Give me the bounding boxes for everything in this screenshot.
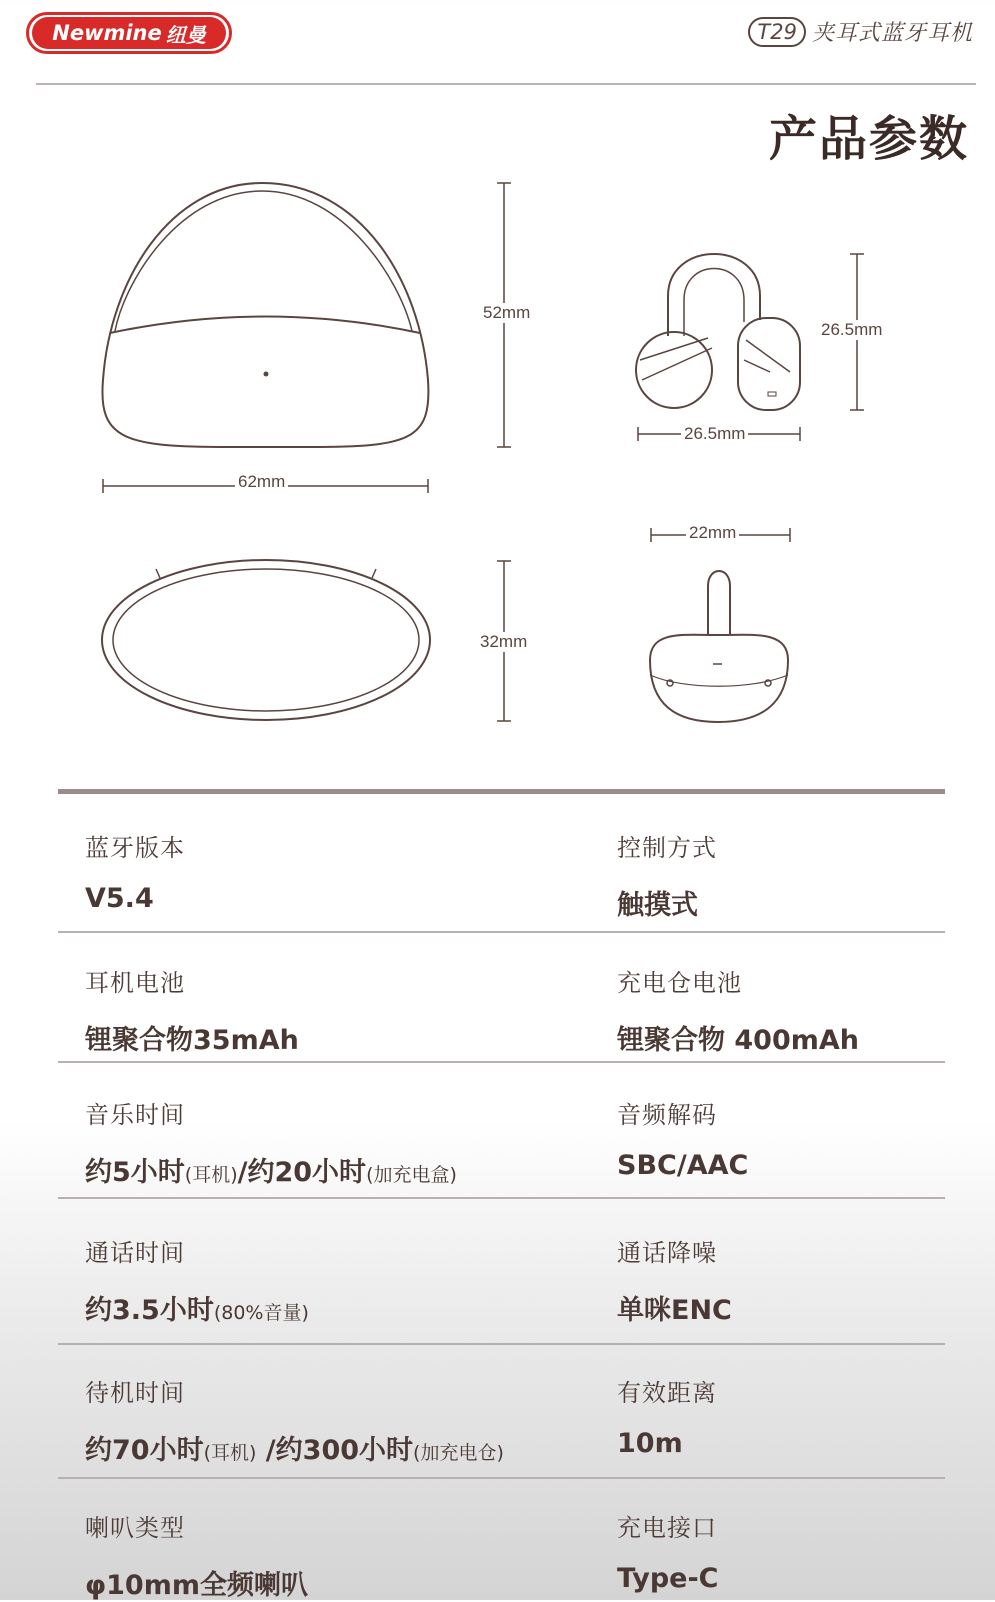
spec-case-battery: 充电仓电池 锂聚合物 400mAh — [617, 969, 860, 1056]
case-depth-label: 32mm — [477, 632, 530, 652]
spec-table-top-rule — [58, 789, 945, 794]
case-front-drawing — [102, 183, 428, 447]
spec-bluetooth-version: 蓝牙版本 V5.4 — [85, 834, 185, 914]
row-divider — [58, 1197, 945, 1199]
spec-speaker-type: 喇叭类型 φ10mm全频喇叭 — [85, 1514, 308, 1601]
spec-standby-time: 待机时间 约70小时(耳机) /约300小时(加充电仓) — [85, 1379, 504, 1466]
model-badge: T29 — [748, 17, 806, 47]
case-height-label: 52mm — [480, 303, 533, 323]
spec-call-noise-reduction: 通话降噪 单咪ENC — [617, 1239, 732, 1326]
row-divider — [58, 1477, 945, 1479]
spec-audio-codec: 音频解码 SBC/AAC — [617, 1101, 749, 1181]
product-dimension-diagrams — [0, 0, 995, 780]
earbud-side-drawing — [636, 254, 800, 410]
spec-effective-range: 有效距离 10m — [617, 1379, 717, 1459]
case-width-label: 62mm — [235, 472, 288, 492]
spec-earbud-battery: 耳机电池 锂聚合物35mAh — [85, 969, 299, 1056]
spec-talk-time: 通话时间 约3.5小时(80%音量) — [85, 1239, 309, 1326]
earbud-width-label: 26.5mm — [681, 424, 748, 444]
earbud-depth-label: 22mm — [686, 523, 739, 543]
product-name: 夹耳式蓝牙耳机 — [811, 21, 973, 46]
logo-text-cn: 纽曼 — [165, 22, 206, 47]
spec-charging-port: 充电接口 Type-C — [617, 1514, 719, 1594]
earbud-front-drawing — [650, 571, 788, 722]
page-title: 产品参数 — [768, 111, 969, 167]
logo-text-en: Newmine — [52, 21, 162, 45]
spec-control-method: 控制方式 触摸式 — [617, 834, 717, 921]
earbud-height-label: 26.5mm — [818, 320, 885, 340]
row-divider — [58, 1061, 945, 1063]
case-top-drawing — [102, 560, 430, 720]
spec-music-time: 音乐时间 约5小时(耳机)/约20小时(加充电盒) — [85, 1101, 457, 1188]
row-divider — [58, 1343, 945, 1345]
row-divider — [58, 931, 945, 933]
